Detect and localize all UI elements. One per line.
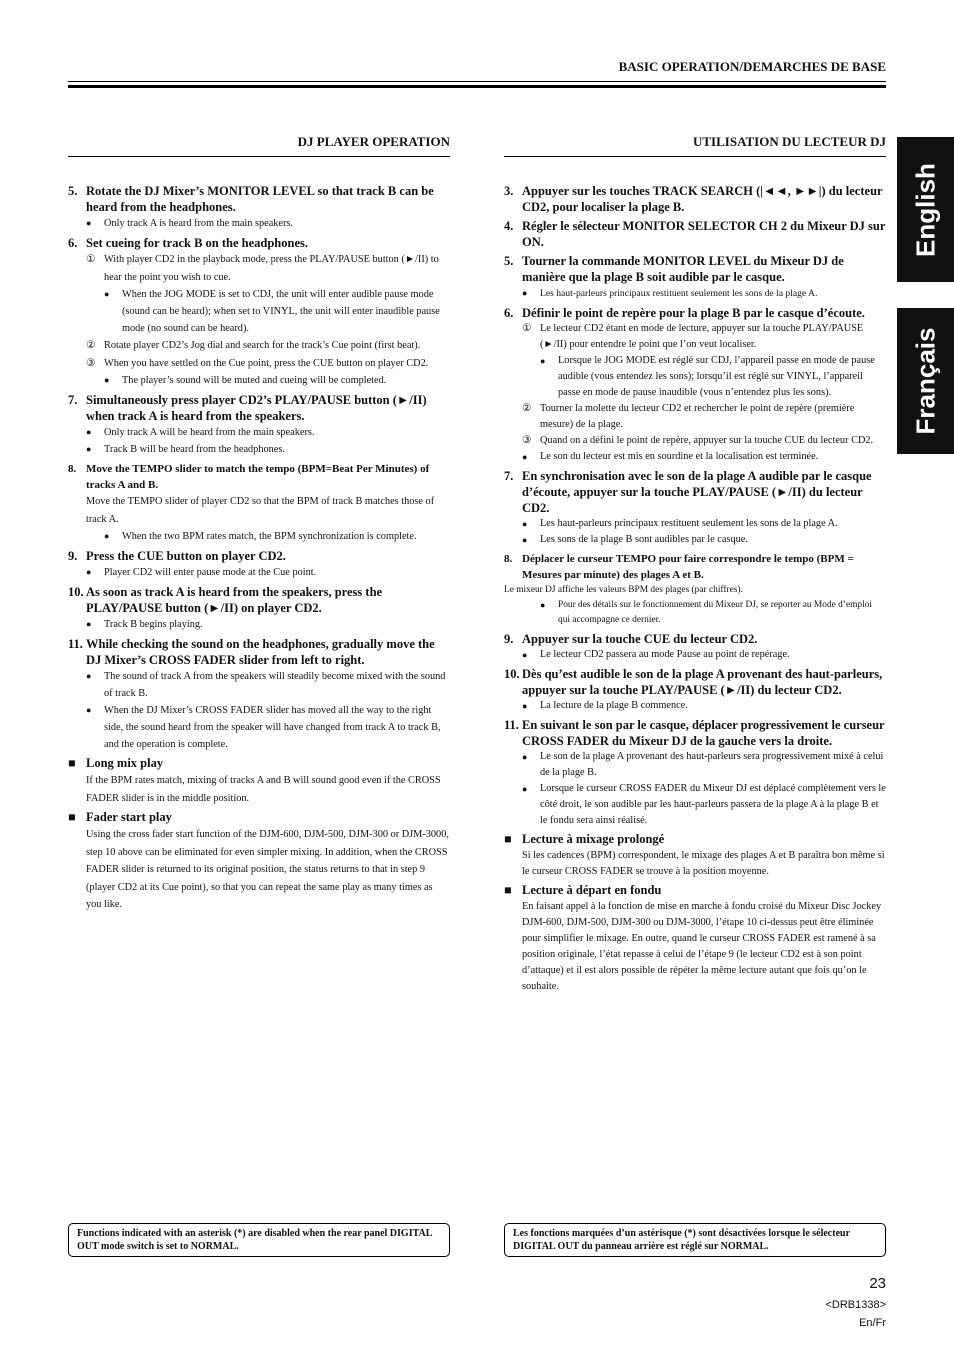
sub-step-1: ① Le lecteur CD2 étant en mode de lecture, appuyer sur la touche PLAY/PAUSE (►/II) pour entendre le point que l’on veut localiser. (522, 323, 864, 350)
sub-step-3: ③ Quand on a défini le point de repère, appuyer sur la touche CUE du lecteur CD2. (522, 435, 874, 446)
step-11: 11. En suivant le son par le casque, déplacer progressivement le curseur CROSS FADER du Mixeur DJ de la gauche vers la droite. (504, 718, 885, 748)
step-7: 7. Simultaneously press player CD2’s PLAY/PAUSE button (►/II) when track A is heard from the speakers. (68, 393, 427, 423)
paragraph: Si les cadences (BPM) correspondent, le mixage des plages A et B paraîtra bon même si le curseur CROSS FADER se trouve à la position moyenne. (522, 850, 885, 877)
step-4: 4. Régler le sélecteur MONITOR SELECTOR CH 2 du Mixeur DJ sur ON. (504, 219, 886, 249)
paragraph: If the BPM rates match, mixing of tracks A and B will sound good even if the CROSS FADER slider is in the middle position. (86, 775, 441, 804)
sub-step-2: ② Rotate player CD2’s Jog dial and search for the track’s Cue point (first beat). (86, 340, 421, 351)
bullet: ● Le son du lecteur est mis en sourdine et la localisation est terminée. (522, 451, 819, 462)
header-rule (68, 81, 886, 82)
step-3: 3. Appuyer sur les touches TRACK SEARCH (|◄◄, ►►|) du lecteur CD2, pour localiser la plage B. (504, 184, 883, 214)
bullet: ● La lecture de la plage B commence. (522, 700, 688, 711)
document-code: <DRB1338> (825, 1299, 886, 1311)
paragraph: Using the cross fader start function of the DJM-600, DJM-500, DJM-300 or DJM-3000, step 10 above can be eliminated for even simpler mixing. In addition, when the CROSS FADER slider is returned to its original position, the status returns to that in step 9 (player CD2 at its Cue point), so that you can repeat the same play as many times as you like. (86, 829, 449, 910)
bullet: ● The player’s sound will be muted and cueing will be completed. (104, 375, 387, 386)
sub-step-2: ② Tourner la molette du lecteur CD2 et rechercher le point de repère (première mesure) de la plage. (522, 403, 855, 430)
step-7: 7. En synchronisation avec le son de la plage A audible par le casque d’écoute, appuyer sur la touche PLAY/PAUSE (►/II) du lecteur CD2. (504, 469, 872, 515)
step-10: 10. Dès qu’est audible le son de la plage A provenant des haut-parleurs, appuyer sur la touche PLAY/PAUSE (►/II) du lecteur CD2. (504, 667, 883, 697)
bullet: ● Les sons de la plage B sont audibles par le casque. (522, 534, 748, 545)
bullet: ● When the DJ Mixer’s CROSS FADER slider has moved all the way to the right side, the sound heard from the speaker will have changed from track A to track B, and the operation is complete. (86, 705, 441, 750)
bullet: ● Les haut-parleurs principaux restituent seulement les sons de la plage A. (522, 518, 838, 529)
fader-start-heading: ■ Lecture à départ en fondu (504, 883, 662, 897)
sub-step-3: ③ When you have settled on the Cue point, press the CUE button on player CD2. (86, 357, 429, 369)
step-6: 6. Set cueing for track B on the headphones. (68, 236, 309, 250)
bullet: ● Le lecteur CD2 passera au mode Pause au point de repérage. (522, 649, 790, 660)
language-code: En/Fr (859, 1317, 886, 1329)
long-mix-heading: ■ Long mix play (68, 756, 164, 770)
tab-francais-label: Français (910, 327, 940, 435)
step-5: 5. Rotate the DJ Mixer’s MONITOR LEVEL so that track B can be heard from the headphones. (68, 184, 434, 214)
step-8: 8. Move the TEMPO slider to match the tempo (BPM=Beat Per Minutes) of tracks A and B. (68, 463, 430, 491)
tab-english-label: English (910, 162, 940, 257)
bullet: ● Player CD2 will enter pause mode at the Cue point. (86, 567, 317, 578)
bullet: ● Only track A will be heard from the main speakers. (86, 427, 315, 438)
section-title: UTILISATION DU LECTEUR DJ (504, 134, 886, 157)
fader-start-heading: ■ Fader start play (68, 810, 172, 824)
bullet: ● Track B will be heard from the headphones. (86, 444, 285, 455)
step-5: 5. Tourner la commande MONITOR LEVEL du Mixeur DJ de manière que la plage B soit audible par le casque. (504, 254, 844, 284)
step-6: 6. Définir le point de repère pour la plage B par le casque d’écoute. (504, 306, 865, 320)
section-title: DJ PLAYER OPERATION (68, 134, 450, 157)
sub-step-1: ① With player CD2 in the playback mode, press the PLAY/PAUSE button (►/II) to hear the point you wish to cue. (86, 254, 439, 283)
bullet: ● Le son de la plage A provenant des haut-parleurs sera progressivement mixé à celui de la plage B. (522, 751, 884, 778)
bullet: ● Les haut-parleurs principaux restituent seulement les sons de la plage A. (522, 288, 818, 299)
asterisk-note: Functions indicated with an asterisk (*) are disabled when the rear panel DIGITAL OUT mode switch is set to NORMAL. (68, 1223, 450, 1257)
bullet: ● The sound of track A from the speakers will steadily become mixed with the sound of track B. (86, 671, 446, 699)
french-column (504, 134, 886, 995)
paragraph: Move the TEMPO slider of player CD2 so that the BPM of track B matches those of track A. (86, 496, 435, 525)
bullet: ● When the JOG MODE is set to CDJ, the unit will enter audible pause mode (sound can be heard); when set to VINYL, the unit will enter inaudible pause mode (no sound can be heard). (104, 289, 440, 334)
paragraph: En faisant appel à la fonction de mise en marche à fondu croisé du Mixeur Disc Jockey DJM-600, DJM-500, DJM-300 ou DJM-3000, l’étape 10 ci-dessus peut être éliminée pour simplifier le mixage. En outre, quand le curseur CROSS FADER est ramené à sa position originale, l’état repasse à celui de l’étape 9 (le lecteur CD2 est à son point d’attaque) et il est alors possible de répéter la même lecture autant que fois qu’on le souhaite. (522, 901, 882, 992)
bullet: ● When the two BPM rates match, the BPM synchronization is complete. (104, 531, 417, 542)
step-10: 10. As soon as track A is heard from the speakers, press the PLAY/PAUSE button (►/II) on player CD2. (68, 585, 383, 615)
header-rule-thick (68, 85, 886, 88)
paragraph: Le mixeur DJ affiche les valeurs BPM des plages (par chiffres). (504, 585, 743, 595)
bullet: ● Lorsque le JOG MODE est réglé sur CDJ, l’appareil passe en mode de pause audible (vous entendez les sons); lorsqu’il est réglé sur VINYL, l’appareil passe en mode de pause inaudible (vous n’entendez plus les sons). (540, 355, 875, 398)
step-11: 11. While checking the sound on the headphones, gradually move the DJ Mixer’s CROSS FADER slider from left to right. (68, 637, 435, 667)
tab-english[interactable] (897, 137, 954, 282)
bullet: ● Track B begins playing. (86, 619, 203, 630)
step-9: 9. Press the CUE button on player CD2. (68, 549, 286, 563)
page-number: 23 (869, 1275, 886, 1292)
tab-francais[interactable] (897, 308, 954, 454)
english-column (68, 134, 450, 914)
bullet: ● Lorsque le curseur CROSS FADER du Mixeur DJ est déplacé complètement vers le côté droit, le son audible par les haut-parleurs passera de la plage A à la plage B et le fondu sera ainsi réalisé. (522, 783, 886, 826)
step-9: 9. Appuyer sur la touche CUE du lecteur CD2. (504, 632, 758, 646)
bullet: ● Only track A is heard from the main speakers. (86, 218, 294, 229)
bullet: ● Pour des détails sur le fonctionnement du Mixeur DJ, se reporter au Mode d’emploi qui accompagne ce dernier. (540, 600, 872, 625)
header-title: BASIC OPERATION/DEMARCHES DE BASE (618, 59, 886, 74)
asterisk-note-fr: Les fonctions marquées d’un astérisque (*) sont désactivées lorsque le sélecteur DIGITAL OUT du panneau arrière est réglé sur NORMAL. (504, 1223, 886, 1257)
long-mix-heading: ■ Lecture à mixage prolongé (504, 832, 665, 846)
step-8: 8. Déplacer le curseur TEMPO pour faire correspondre le tempo (BPM = Mesures par minute) des plages A et B. (504, 553, 854, 581)
